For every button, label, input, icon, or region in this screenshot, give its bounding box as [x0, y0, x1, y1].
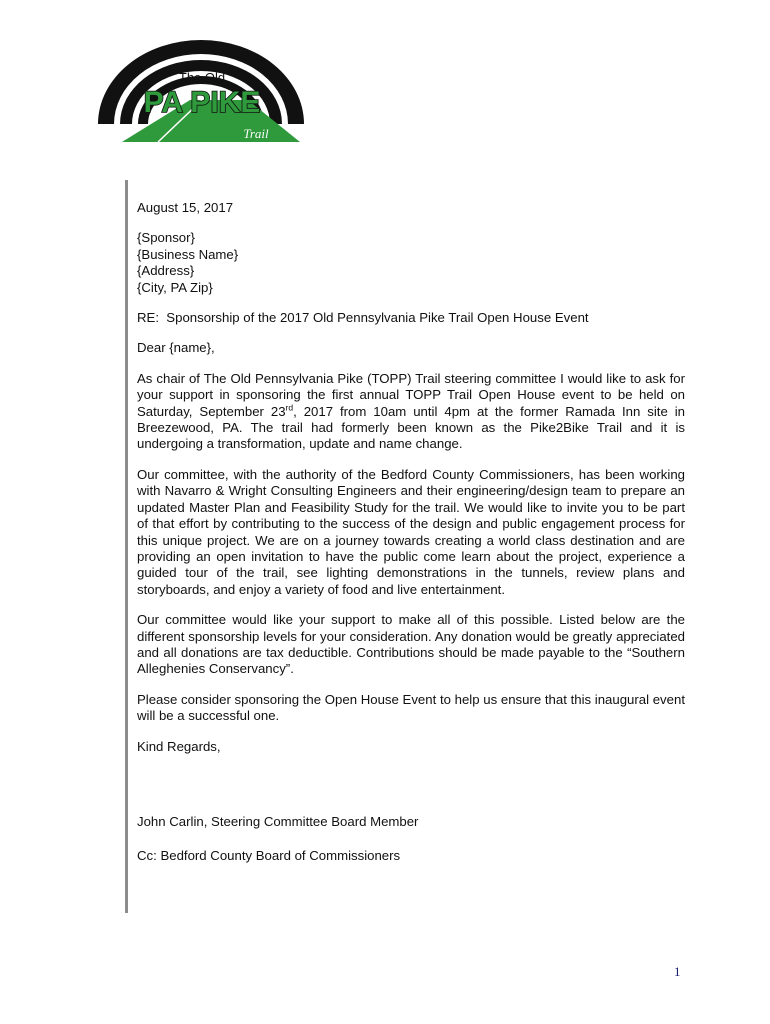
letter-body	[137, 200, 685, 879]
signature: John Carlin, Steering Committee Board Member	[137, 813, 419, 829]
paragraph-1: As chair of The Old Pennsylvania Pike (TOPP) Trail steering committee I would like to ask for your support in sponsoring the first annual TOPP Trail Open House event to be held on Saturday, September 23rd, 2017 from 10am until 4pm at the former Ramada Inn site in Breezewood, PA. The trail had formerly been known as the Pike2Bike Trail and it is undergoing a transformation, update and name change.	[137, 370, 685, 452]
paragraph-2: Our committee, with the authority of the Bedford County Commissioners, has been working with Navarro & Wright Consulting Engineers and their engineering/design team to prepare an updated Master Plan and Feasibility Study for the trail. We would like to invite you to be part of that effort by contributing to the success of the design and public engagement process for this unique project. We are on a journey towards creating a world class destination and are providing an open invitation to have the public come learn about the project, experience a guided tour of the trail, see lighting demonstrations in the tunnels, review plans and storyboards, and enjoy a variety of food and live entertainment.	[137, 466, 685, 597]
recipient-line: {Address}	[137, 263, 195, 279]
logo-sub-text: Trail	[243, 126, 269, 141]
recipient-line: {City, PA Zip}	[137, 279, 213, 295]
recipient-address	[137, 230, 685, 296]
logo-main-text: PA PIKE	[143, 86, 261, 119]
recipient-line: {Business Name}	[137, 246, 239, 262]
recipient-line: {Sponsor}	[137, 230, 195, 246]
left-margin-rule	[125, 180, 128, 913]
paragraph-4: Please consider sponsoring the Open House Event to help us ensure that this inaugural event will be a successful one.	[137, 691, 685, 724]
page-number: 1	[674, 964, 681, 979]
salutation: Dear {name},	[137, 340, 215, 356]
closing: Kind Regards,	[137, 738, 221, 754]
letter-date: August 15, 2017	[137, 200, 234, 215]
logo-top-text: The Old	[178, 70, 226, 85]
cc-line: Cc: Bedford County Board of Commissioners	[137, 848, 401, 864]
re-line: RE: Sponsorship of the 2017 Old Pennsylvania Pike Trail Open House Event	[137, 310, 589, 326]
pa-pike-trail-logo	[98, 40, 304, 144]
paragraph-3: Our committee would like your support to make all of this possible. Listed below are the different sponsorship levels for your consideration. Any donation would be greatly appreciated and all donations are tax deductible. Contributions should be made payable to the “Southern Alleghenies Conservancy”.	[137, 612, 685, 677]
